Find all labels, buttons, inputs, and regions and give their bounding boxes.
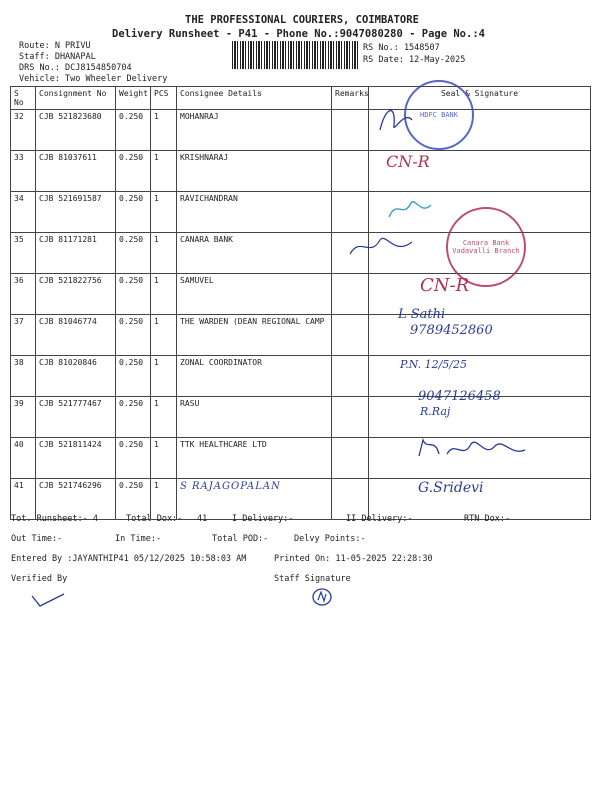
- delvy-points: Delvy Points:-: [294, 534, 366, 544]
- column-header: Consignee Details: [177, 87, 332, 110]
- consignment-number: CJB 521746296: [36, 479, 116, 520]
- serial-number: 37: [11, 315, 36, 356]
- table-row: [11, 151, 591, 192]
- seal-text: Canara Bank: [462, 239, 510, 247]
- column-header: Weight: [116, 87, 151, 110]
- entered-by: Entered By :JAYANTHIP41 05/12/2025 10:58:03 AM: [11, 554, 247, 564]
- pieces: 1: [151, 356, 177, 397]
- consignee-details: TTK HEALTHCARE LTD: [177, 438, 332, 479]
- remarks: [332, 110, 369, 151]
- handwritten-note-41: G.Sridevi: [418, 480, 484, 496]
- serial-number: 36: [11, 274, 36, 315]
- signature-row-35: [346, 228, 416, 264]
- route-label: Route: N PRIVU: [19, 41, 91, 51]
- remarks: [332, 397, 369, 438]
- table-row: [11, 110, 591, 151]
- pieces: 1: [151, 438, 177, 479]
- consignee-details: CANARA BANK: [177, 233, 332, 274]
- pieces: 1: [151, 274, 177, 315]
- consignment-number: CJB 81037611: [36, 151, 116, 192]
- column-header: PCS: [151, 87, 177, 110]
- consignment-number: CJB 81046774: [36, 315, 116, 356]
- runsheet-subtitle: Delivery Runsheet - P41 - Phone No.:9047080280 - Page No.:4: [112, 28, 485, 40]
- rtn-dox: RTN Dox:-: [464, 514, 511, 524]
- weight: 0.250: [116, 151, 151, 192]
- consignee-details: SAMUVEL: [177, 274, 332, 315]
- remarks: [332, 151, 369, 192]
- serial-number: 41: [11, 479, 36, 520]
- consignment-number: CJB 81171281: [36, 233, 116, 274]
- weight: 0.250: [116, 192, 151, 233]
- signature-row-32: [376, 100, 416, 140]
- drs-number: DRS No.: DCJ8154850704: [19, 63, 132, 73]
- remarks: [332, 274, 369, 315]
- rs-number: RS No.: 1548507: [363, 43, 440, 53]
- weight: 0.250: [116, 356, 151, 397]
- consignment-number: CJB 521777467: [36, 397, 116, 438]
- handwritten-name: S RAJAGOPALAN: [180, 481, 281, 492]
- pieces: 1: [151, 151, 177, 192]
- column-header: Consignment No: [36, 87, 116, 110]
- total-pod: Total POD:-: [212, 534, 269, 544]
- i-delivery: I Delivery:-: [232, 514, 294, 524]
- serial-number: 40: [11, 438, 36, 479]
- serial-number: 39: [11, 397, 36, 438]
- consignee-details: MOHANRAJ: [177, 110, 332, 151]
- weight: 0.250: [116, 397, 151, 438]
- remarks: [332, 438, 369, 479]
- printed-on: Printed On: 11-05-2025 22:28:30: [274, 554, 433, 564]
- serial-number: 32: [11, 110, 36, 151]
- serial-number: 35: [11, 233, 36, 274]
- consignee-details: RAVICHANDRAN: [177, 192, 332, 233]
- consignment-number: CJB 521822756: [36, 274, 116, 315]
- weight: 0.250: [116, 479, 151, 520]
- pieces: 1: [151, 233, 177, 274]
- weight: 0.250: [116, 110, 151, 151]
- seal-text: HDFC BANK: [420, 111, 458, 119]
- signature-row-40: [415, 434, 535, 464]
- consignee-details: RASU: [177, 397, 332, 438]
- weight: 0.250: [116, 233, 151, 274]
- consignee-details: THE WARDEN (DEAN REGIONAL CAMP: [177, 315, 332, 356]
- staff-signature-mark: [310, 586, 334, 608]
- seal-branch: Vadavalli Branch: [452, 247, 520, 255]
- pieces: 1: [151, 192, 177, 233]
- handwritten-note-38: P.N. 12/5/25: [400, 358, 467, 371]
- consignee-details: KRISHNARAJ: [177, 151, 332, 192]
- total-dox-label: Total Dox:-: [126, 514, 183, 524]
- column-header: S No: [11, 87, 36, 110]
- pieces: 1: [151, 479, 177, 520]
- barcode: [232, 41, 358, 69]
- handwritten-note-39b: R.Raj: [420, 405, 451, 418]
- verified-signature: [28, 588, 68, 610]
- staff-signature-label: Staff Signature: [274, 574, 351, 584]
- table-header-row: [11, 87, 591, 110]
- handwritten-note-36: CN-R: [420, 275, 470, 296]
- serial-number: 33: [11, 151, 36, 192]
- pieces: 1: [151, 315, 177, 356]
- verified-by: Verified By: [11, 574, 68, 584]
- pieces: 1: [151, 397, 177, 438]
- column-header: Remarks: [332, 87, 369, 110]
- handwritten-note-37a: L Sathi: [398, 307, 446, 322]
- consignment-number: CJB 521811424: [36, 438, 116, 479]
- table-row: [11, 397, 591, 438]
- vehicle-label: Vehicle: Two Wheeler Delivery: [19, 74, 168, 84]
- handwritten-note-33: CN-R: [386, 152, 430, 171]
- pieces: 1: [151, 110, 177, 151]
- out-time: Out Time:-: [11, 534, 63, 544]
- weight: 0.250: [116, 438, 151, 479]
- ii-delivery: II Delivery:-: [346, 514, 413, 524]
- serial-number: 34: [11, 192, 36, 233]
- handwritten-note-37b: 9789452860: [410, 323, 493, 338]
- weight: 0.250: [116, 315, 151, 356]
- consignment-number: CJB 521823680: [36, 110, 116, 151]
- remarks: [332, 192, 369, 233]
- total-runsheet: Tot. Runsheet:- 4: [11, 514, 98, 524]
- remarks: [332, 356, 369, 397]
- serial-number: 38: [11, 356, 36, 397]
- table-row: [11, 356, 591, 397]
- in-time: In Time:-: [115, 534, 162, 544]
- remarks: [332, 315, 369, 356]
- table-row: [11, 315, 591, 356]
- total-dox-value: 41: [197, 514, 208, 524]
- consignment-number: CJB 81020846: [36, 356, 116, 397]
- consignment-number: CJB 521691587: [36, 192, 116, 233]
- signature-row-34: [385, 195, 435, 223]
- consignee-details: ZONAL COORDINATOR: [177, 356, 332, 397]
- column-header: Seal & Signature: [369, 87, 591, 110]
- rs-date: RS Date: 12-May-2025: [363, 55, 466, 65]
- weight: 0.250: [116, 274, 151, 315]
- handwritten-note-39a: 9047126458: [418, 389, 501, 404]
- staff-label: Staff: DHANAPAL: [19, 52, 96, 62]
- company-name: THE PROFESSIONAL COURIERS, COIMBATORE: [185, 14, 419, 26]
